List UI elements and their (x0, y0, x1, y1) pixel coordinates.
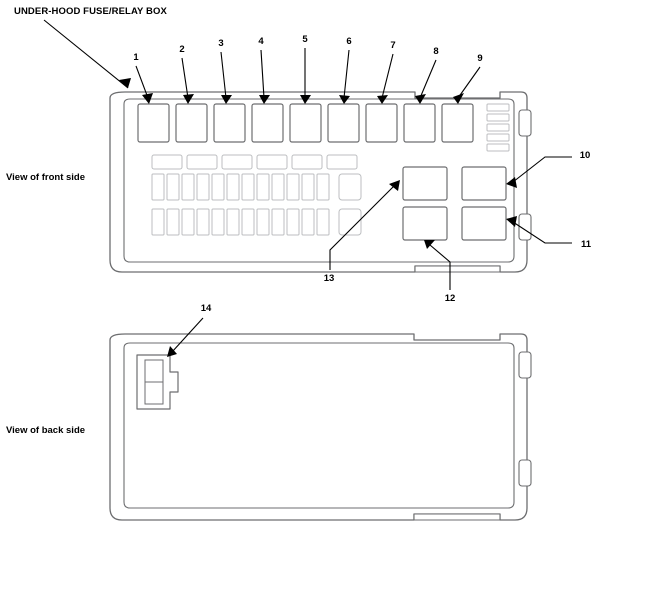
relay-socket-7[interactable] (366, 104, 397, 142)
back-inner-tray (124, 343, 514, 508)
front-small-fuse-stack (487, 104, 509, 151)
front-relay-sockets-row (138, 104, 473, 142)
back-view-label: View of back side (6, 425, 86, 436)
relay-block-10[interactable] (462, 167, 506, 200)
callout-5: 5 (302, 34, 308, 45)
callout-3: 3 (218, 38, 224, 49)
callout-9: 9 (477, 53, 483, 64)
callout-2: 2 (179, 44, 185, 55)
front-bottom-nub (415, 266, 500, 272)
relay-socket-5[interactable] (290, 104, 321, 142)
callout-7: 7 (390, 40, 396, 51)
callout-13: 13 (323, 273, 335, 284)
front-view-label: View of front side (6, 172, 86, 183)
front-view-group (44, 20, 572, 290)
callout-6: 6 (346, 36, 352, 47)
relay-socket-3[interactable] (214, 104, 245, 142)
callout-4: 4 (258, 36, 264, 47)
relay-socket-9[interactable] (442, 104, 473, 142)
relay-socket-6[interactable] (328, 104, 359, 142)
callout-12: 12 (444, 293, 456, 304)
relay-block-11[interactable] (462, 207, 506, 240)
back-bottom-nub (414, 514, 500, 520)
relay-socket-2[interactable] (176, 104, 207, 142)
front-leader-lines (44, 20, 480, 98)
relay-block-12[interactable] (403, 207, 447, 240)
back-side-tab-top (519, 352, 531, 378)
back-view-group (110, 318, 531, 520)
relay-socket-8[interactable] (404, 104, 435, 142)
relay-socket-4[interactable] (252, 104, 283, 142)
callout-11: 11 (580, 239, 592, 250)
front-side-tab-top (519, 110, 531, 136)
relay-socket-1[interactable] (138, 104, 169, 142)
callout-8: 8 (433, 46, 439, 57)
relay-block-13[interactable] (403, 167, 447, 200)
callout-14: 14 (200, 303, 212, 314)
back-side-tab-bottom (519, 460, 531, 486)
callout-1: 1 (133, 52, 139, 63)
figure-title: UNDER-HOOD FUSE/RELAY BOX (14, 6, 167, 17)
callout-10: 10 (579, 150, 591, 161)
